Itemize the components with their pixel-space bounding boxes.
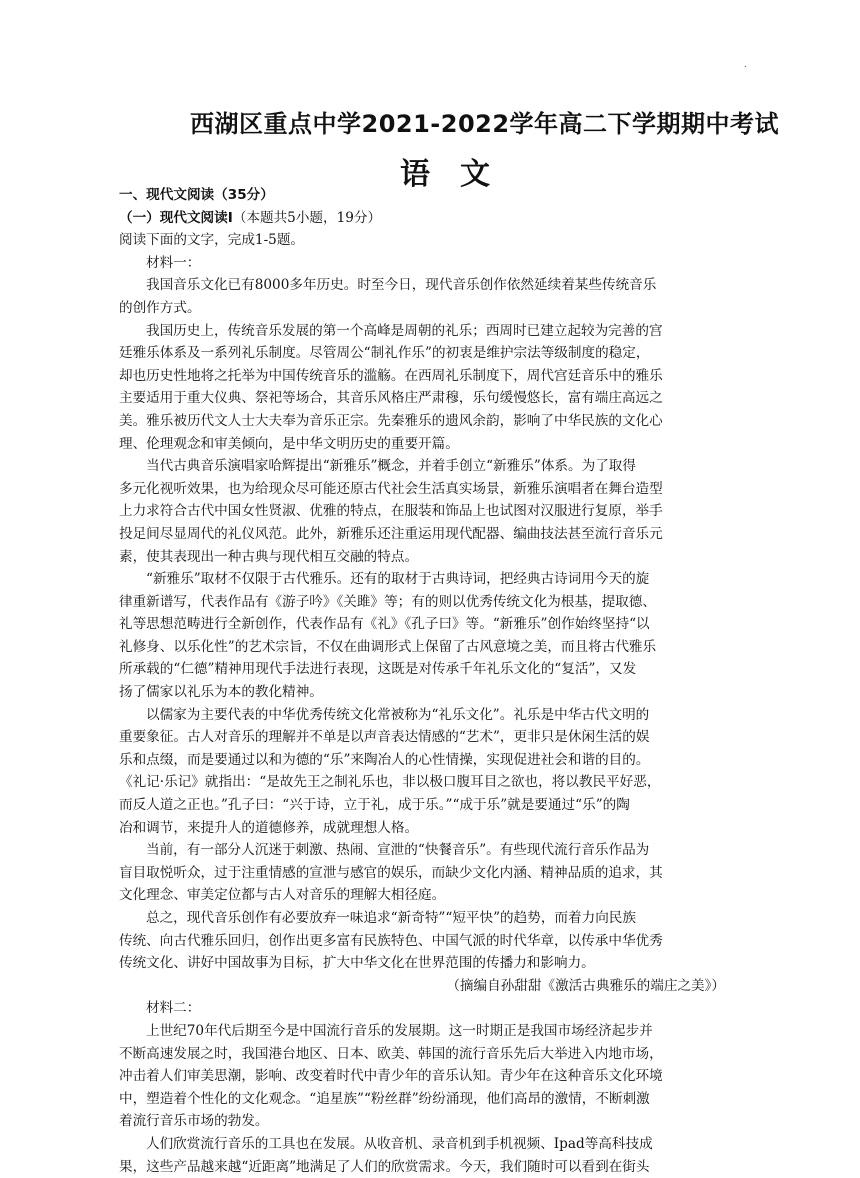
text-line: 中，塑造着个性化的文化观念。“追星族”“粉丝群”纷纷涌现，他们高昂的激情，不断刺激 xyxy=(119,1090,650,1107)
text-line: 冶和调节，来提升人的道德修养，成就理想人格。 xyxy=(119,819,419,836)
text-line: 盲目取悦听众，过于注重情感的宣泄与感官的娱乐，而缺少文化内涵、精神品质的追求，其 xyxy=(119,864,663,881)
material2-body xyxy=(119,1020,741,1178)
section-heading: 一、现代文阅读（35分） xyxy=(119,187,274,203)
text-line: 扬了儒家以礼乐为本的教化精神。 xyxy=(119,684,323,701)
text-line: 却也历史性地将之托举为中国传统音乐的滥觞。在西周礼乐制度下，周代宫廷音乐中的雅乐 xyxy=(119,367,663,384)
text-line: 的创作方式。 xyxy=(119,299,201,316)
sub-heading-strong: （一）现代文阅读Ⅰ xyxy=(119,209,233,226)
instruction: 阅读下面的文字，完成1-5题。 xyxy=(119,232,305,249)
text-line: 主要适用于重大仪典、祭祀等场合，其音乐风格庄严肃穆，乐句缓慢悠长，富有端庄高远之 xyxy=(119,390,663,407)
text-line: 文化理念、审美定位都与古人对音乐的理解大相径庭。 xyxy=(119,887,446,904)
text-line: 上力求符合古代中国女性贤淑、优雅的特点，在服装和饰品上也试图对汉服进行复原，举手 xyxy=(119,503,663,520)
text-line: “新雅乐”取材不仅限于古代雅乐。还有的取材于古典诗词，把经典古诗词用今天的旋 xyxy=(146,571,650,588)
text-line: 我国历史上，传统音乐发展的第一个高峰是周朝的礼乐；西周时已建立起较为完善的宫 xyxy=(146,322,663,339)
material1-label: 材料一： xyxy=(146,254,201,271)
text-line: 传统文化、讲好中国故事为目标，扩大中华文化在世界范围的传播力和影响力。 xyxy=(119,955,595,972)
material1-body xyxy=(119,274,741,974)
text-line: 素，使其表现出一种古典与现代相互交融的特点。 xyxy=(119,548,419,565)
exam-content xyxy=(119,184,741,1178)
text-line: 重要象征。古人对音乐的理解并不单是以声音表达情感的“艺术”，更非只是休闲生活的娱 xyxy=(119,729,650,746)
text-line: 我国音乐文化已有8000多年历史。时至今日，现代音乐创作依然延续着某些传统音乐 xyxy=(146,277,657,294)
text-line: 着流行音乐市场的勃发。 xyxy=(119,1113,269,1130)
text-line: 乐和点缀，而是要通过以和为德的“乐”来陶冶人的心性情操，实现促进社会和谐的目的。 xyxy=(119,751,650,768)
text-line: 冲击着人们审美思潮，影响、改变着时代中青少年的音乐认知。青少年在这种音乐文化环境 xyxy=(119,1068,663,1085)
text-line: 廷雅乐体系及一系列礼乐制度。尽管周公“制礼作乐”的初衷是维护宗法等级制度的稳定， xyxy=(119,345,650,362)
text-line: 理、伦理观念和审美倾向，是中华文明历史的重要开篇。 xyxy=(119,435,459,452)
sub-heading xyxy=(119,207,741,230)
text-line: 《礼记·乐记》就指出：“是故先王之制礼乐也，非以极口腹耳目之欲也，将以教民平好恶， xyxy=(119,774,661,791)
sub-heading-note: （本题共5小题，19分） xyxy=(232,209,382,226)
text-line: 律重新谱写，代表作品有《游子吟》《关雎》等；有的则以优秀传统文化为根基，提取德、 xyxy=(119,593,656,610)
text-line: 多元化视听效果，也为给现众尽可能还原古代社会生活真实场景，新雅乐演唱者在舞台造型 xyxy=(119,480,663,497)
text-line: 果，这些产品越来越“近距离”地满足了人们的欣赏需求。今天，我们随时可以看到在街头 xyxy=(119,1158,650,1175)
text-line: 当代古典音乐演唱家哈辉提出“新雅乐”概念，并着手创立“新雅乐”体系。为了取得 xyxy=(146,458,636,475)
exam-title: 西湖区重点中学2021-2022学年高二下学期期中考试 xyxy=(190,110,780,138)
text-line: 美。雅乐被历代文人士大夫奉为音乐正宗。先秦雅乐的遗风余韵，影响了中华民族的文化心 xyxy=(119,412,663,429)
material1-source: （摘编自孙甜甜《激活古典雅乐的端庄之美》） xyxy=(446,977,725,994)
text-line: 以儒家为主要代表的中华优秀传统文化常被称为“礼乐文化”。礼乐是中华古代文明的 xyxy=(146,706,650,723)
corner-mark: . xyxy=(744,60,747,70)
text-line: 不断高速发展之时，我国港台地区、日本、欧美、韩国的流行音乐先后大举进入内地市场， xyxy=(119,1045,663,1062)
material2-label: 材料二： xyxy=(146,1000,201,1017)
text-line: 礼等思想范畴进行全新创作，代表作品有《礼》《孔子曰》等。“新雅乐”创作始终坚持“以 xyxy=(119,616,650,633)
text-line: 总之，现代音乐创作有必要放弃一味追求“新奇特”“短平快”的趋势，而着力向民族 xyxy=(146,910,636,926)
text-line: 上世纪70年代后期至今是中国流行音乐的发展期。这一时期正是我国市场经济起步并 xyxy=(146,1022,653,1039)
subject-title: 语文 xyxy=(400,157,520,192)
text-line: 当前，有一部分人沉迷于刺激、热闹、宣泄的“快餐音乐”。有些现代流行音乐作品为 xyxy=(146,842,650,859)
text-line: 礼修身、以乐化性”的艺术宗旨，不仅在曲调形式上保留了古风意境之美，而且将古代雅乐 xyxy=(119,638,657,655)
text-line: 所承载的“仁德”精神用现代手法进行表现，这既是对传承千年礼乐文化的“复活”，又发 xyxy=(119,661,637,678)
text-line: 而反人道之正也。”孔子曰：“兴于诗，立于礼，成于乐。”“成于乐”就是要通过“乐”的陶 xyxy=(119,797,630,814)
text-line: 人们欣赏流行音乐的工具也在发展。从收音机、录音机到手机视频、Ipad等高科技成 xyxy=(146,1135,653,1152)
text-line: 投足间尽显周代的礼仪风范。此外，新雅乐还注重运用现代配器、编曲技法甚至流行音乐元 xyxy=(119,525,663,542)
text-line: 传统、向古代雅乐回归，创作出更多富有民族特色、中国气派的时代华章，以传承中华优秀 xyxy=(119,932,663,949)
